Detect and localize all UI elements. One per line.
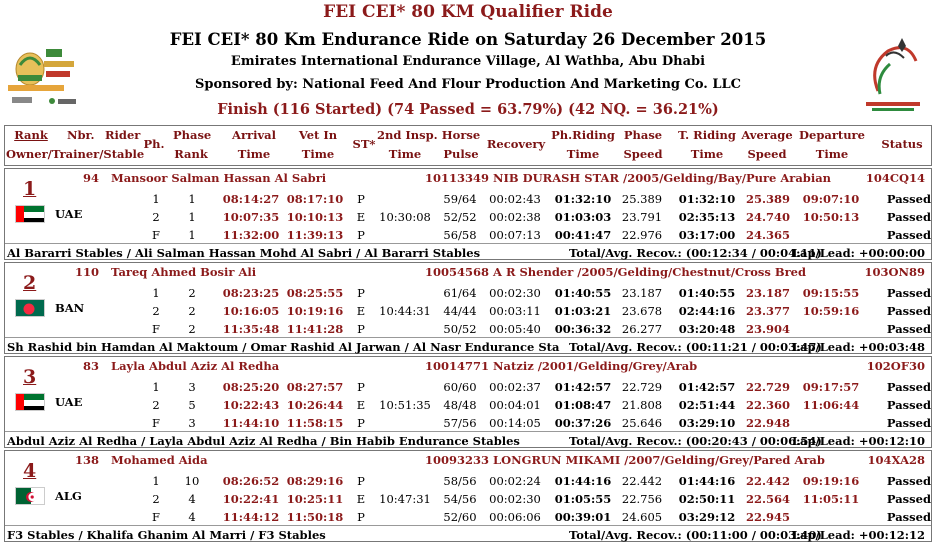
cell-arr: 08:25:20	[222, 380, 280, 394]
cell-vet: 10:25:11	[286, 492, 344, 506]
cell-avg: 25.389	[745, 192, 790, 206]
cell-pulse: 44/44	[443, 304, 477, 318]
bib-number: 83	[82, 359, 99, 373]
result-entry	[4, 168, 932, 260]
cell-arr: 10:22:41	[222, 492, 280, 506]
lap-lead: Lap/Lead: +00:00:00	[791, 246, 925, 260]
cell-avg: 24.740	[745, 210, 790, 224]
cell-insp: 10:30:08	[379, 210, 431, 224]
cell-ph: 2	[152, 210, 160, 224]
phase-row	[5, 207, 931, 225]
cell-ph: 1	[152, 192, 160, 206]
col-average: Average	[741, 128, 793, 142]
col-vetin-time: Time	[301, 147, 335, 161]
cell-pulse: 57/56	[443, 416, 477, 430]
cell-tr: 02:51:44	[678, 398, 736, 412]
cell-rank: 1	[188, 210, 196, 224]
cell-dep: 09:07:10	[802, 192, 860, 206]
cell-arr: 10:22:43	[222, 398, 280, 412]
cell-phr: 01:40:55	[554, 286, 612, 300]
cell-rec: 00:07:13	[489, 228, 541, 242]
cell-tr: 01:40:55	[678, 286, 736, 300]
cell-insp: 10:47:31	[379, 492, 431, 506]
cell-ph: F	[152, 322, 160, 336]
cell-rank: 2	[188, 322, 196, 336]
total-avg-recovery: Total/Avg. Recov.: (00:11:21 / 00:03:47)	[569, 340, 822, 354]
cell-status: Passed	[886, 322, 931, 336]
cell-vet: 10:10:13	[286, 210, 344, 224]
cell-rank: 2	[188, 286, 196, 300]
cell-st: P	[357, 474, 365, 488]
cell-dep: 09:17:57	[802, 380, 860, 394]
bib-number: 110	[74, 265, 99, 279]
cell-st: P	[357, 416, 365, 430]
cell-st: P	[357, 228, 365, 242]
cell-spd: 21.808	[621, 398, 663, 412]
horse-info: 10054568 A R Shender /2005/Gelding/Chestnut/Cross Bred	[425, 265, 807, 279]
column-header	[4, 125, 932, 166]
cell-st: P	[357, 322, 365, 336]
horse-code: 102OF30	[866, 359, 925, 373]
horse-code: 103ON89	[864, 265, 925, 279]
cell-vet: 11:58:15	[286, 416, 344, 430]
cell-phr: 01:32:10	[554, 192, 612, 206]
phase-row	[5, 283, 931, 301]
horse-info: 10093233 LONGRUN MIKAMI /2007/Gelding/Grey/Pared Arab	[425, 453, 825, 467]
phase-rows	[5, 377, 931, 431]
cell-avg: 22.945	[745, 510, 790, 524]
col-phase-rank: Rank	[174, 147, 208, 161]
cell-tr: 01:32:10	[678, 192, 736, 206]
cell-vet: 11:39:13	[286, 228, 344, 242]
sponsor-line: Sponsored by: National Feed And Flour Production And Marketing Co. LLC	[195, 77, 741, 92]
lap-lead: Lap/Lead: +00:12:12	[791, 528, 925, 542]
cell-tr: 02:50:11	[678, 492, 736, 506]
cell-avg: 22.442	[745, 474, 790, 488]
cell-phr: 00:41:47	[554, 228, 612, 242]
finish-summary: Finish (116 Started) (74 Passed = 63.79%) (42 NQ. = 36.21%)	[217, 101, 719, 118]
cell-st: P	[357, 286, 365, 300]
cell-st: P	[357, 192, 365, 206]
col-phriding: Ph.Riding	[551, 128, 615, 142]
rank-number: 1	[23, 178, 37, 200]
rank-number: 2	[23, 272, 37, 294]
col-recovery: Recovery	[486, 137, 546, 151]
horse-code: 104CQ14	[865, 171, 925, 185]
cell-rank: 10	[184, 474, 200, 488]
cell-arr: 10:07:35	[222, 210, 280, 224]
cell-dep: 11:06:44	[802, 398, 860, 412]
cell-vet: 08:29:16	[286, 474, 344, 488]
cell-dep: 09:15:55	[802, 286, 860, 300]
cell-phr: 01:08:47	[554, 398, 612, 412]
cell-status: Passed	[886, 286, 931, 300]
total-avg-recovery: Total/Avg. Recov.: (00:20:43 / 00:06:54)	[569, 434, 822, 448]
phase-row	[5, 489, 931, 507]
cell-rec: 00:02:43	[489, 192, 541, 206]
phase-row	[5, 377, 931, 395]
phase-row	[5, 225, 931, 243]
horse-code: 104XA28	[867, 453, 925, 467]
col-st: ST*	[352, 137, 376, 151]
col-horse: Horse	[441, 128, 481, 142]
cell-rec: 00:02:37	[489, 380, 541, 394]
cell-rec: 00:04:01	[489, 398, 541, 412]
col-arrival: Arrival	[232, 128, 276, 142]
owner-trainer-stable: Al Bararri Stables / Ali Salman Hassan Mohd Al Sabri / Al Bararri Stables	[7, 246, 481, 260]
cell-dep: 10:50:13	[802, 210, 860, 224]
cell-phr: 01:44:16	[554, 474, 612, 488]
rider-name: Mohamed Aida	[111, 453, 208, 467]
col-triding-time: Time	[690, 147, 724, 161]
col-ph: Ph.	[143, 137, 165, 151]
phase-row	[5, 189, 931, 207]
cell-avg: 22.564	[745, 492, 790, 506]
cell-pulse: 50/52	[443, 322, 477, 336]
cell-arr: 08:14:27	[222, 192, 280, 206]
cell-avg: 22.360	[745, 398, 790, 412]
page-title: FEI CEI* 80 KM Qualifier Ride	[323, 2, 613, 22]
cell-ph: 2	[152, 304, 160, 318]
cell-arr: 08:23:25	[222, 286, 280, 300]
cell-spd: 23.678	[621, 304, 663, 318]
col-pulse: Pulse	[443, 147, 479, 161]
cell-spd: 22.756	[621, 492, 663, 506]
cell-phr: 00:36:32	[554, 322, 612, 336]
rank-number: 4	[23, 460, 37, 482]
cell-spd: 22.729	[621, 380, 663, 394]
cell-dep: 11:05:11	[802, 492, 860, 506]
phase-rows	[5, 283, 931, 337]
result-entry	[4, 262, 932, 354]
venue-line: Emirates International Endurance Village, Al Wathba, Abu Dhabi	[230, 54, 706, 69]
cell-tr: 03:17:00	[678, 228, 736, 242]
cell-spd: 22.442	[621, 474, 663, 488]
bib-number: 94	[82, 171, 99, 185]
cell-spd: 25.646	[621, 416, 663, 430]
cell-vet: 08:27:57	[286, 380, 344, 394]
cell-rank: 5	[188, 398, 196, 412]
cell-pulse: 52/52	[443, 210, 477, 224]
lap-lead: Lap/Lead: +00:03:48	[791, 340, 925, 354]
cell-status: Passed	[886, 192, 931, 206]
cell-ph: 2	[152, 492, 160, 506]
total-avg-recovery: Total/Avg. Recov.: (00:11:00 / 00:03:40)	[569, 528, 822, 542]
col-rider: Rider	[105, 128, 141, 142]
cell-arr: 11:44:12	[222, 510, 280, 524]
cell-tr: 03:20:48	[678, 322, 736, 336]
cell-phr: 01:03:03	[554, 210, 612, 224]
cell-avg: 22.948	[745, 416, 790, 430]
rank-number: 3	[23, 366, 37, 388]
cell-vet: 10:19:16	[286, 304, 344, 318]
cell-pulse: 48/48	[443, 398, 477, 412]
col-triding: T. Riding	[678, 128, 736, 142]
country-code: ALG	[55, 489, 82, 503]
horse-info: 10014771 Natziz /2001/Gelding/Grey/Arab	[425, 359, 698, 373]
phase-row	[5, 471, 931, 489]
result-entry	[4, 356, 932, 448]
cell-spd: 22.976	[621, 228, 663, 242]
cell-st: E	[356, 398, 366, 412]
col-owner: Owner/Trainer/Stable	[6, 147, 145, 161]
col-departure-time: Time	[815, 147, 849, 161]
phase-rows	[5, 471, 931, 525]
cell-pulse: 58/56	[443, 474, 477, 488]
cell-tr: 02:44:16	[678, 304, 736, 318]
col-nbr: Nbr.	[67, 128, 95, 142]
phase-row	[5, 507, 931, 525]
cell-ph: F	[152, 510, 160, 524]
cell-tr: 03:29:10	[678, 416, 736, 430]
cell-insp: 10:51:35	[379, 398, 431, 412]
cell-rec: 00:02:30	[489, 286, 541, 300]
owner-trainer-stable: Sh Rashid bin Hamdan Al Maktoum / Omar Rashid Al Jarwan / Al Nasr Endurance Sta	[7, 340, 560, 354]
cell-avg: 24.365	[745, 228, 790, 242]
cell-ph: F	[152, 228, 160, 242]
cell-arr: 11:32:00	[222, 228, 280, 242]
cell-spd: 23.791	[621, 210, 663, 224]
cell-status: Passed	[886, 398, 931, 412]
cell-rec: 00:05:40	[489, 322, 541, 336]
cell-spd: 26.277	[621, 322, 663, 336]
cell-phr: 00:37:26	[554, 416, 612, 430]
col-arrival-time: Time	[237, 147, 271, 161]
cell-phr: 01:42:57	[554, 380, 612, 394]
cell-rank: 1	[188, 228, 196, 242]
country-code: BAN	[55, 301, 85, 315]
cell-avg: 23.377	[745, 304, 790, 318]
cell-pulse: 59/64	[443, 192, 477, 206]
phase-rows	[5, 189, 931, 243]
cell-tr: 02:35:13	[678, 210, 736, 224]
cell-vet: 08:17:10	[286, 192, 344, 206]
cell-tr: 03:29:12	[678, 510, 736, 524]
cell-st: E	[356, 492, 366, 506]
cell-tr: 01:44:16	[678, 474, 736, 488]
country-code: UAE	[55, 395, 83, 409]
cell-arr: 10:16:05	[222, 304, 280, 318]
col-phase-speed: Phase	[623, 128, 663, 142]
cell-pulse: 60/60	[443, 380, 477, 394]
cell-ph: 1	[152, 380, 160, 394]
cell-dep: 10:59:16	[802, 304, 860, 318]
cell-rec: 00:06:06	[489, 510, 541, 524]
col-status: Status	[881, 137, 923, 151]
event-subtitle: FEI CEI* 80 Km Endurance Ride on Saturday 26 December 2015	[169, 30, 767, 49]
cell-phr: 00:39:01	[554, 510, 612, 524]
cell-ph: F	[152, 416, 160, 430]
lap-lead: Lap/Lead: +00:12:10	[791, 434, 925, 448]
cell-rec: 00:14:05	[489, 416, 541, 430]
col-insp2-time: Time	[388, 147, 422, 161]
cell-status: Passed	[886, 380, 931, 394]
cell-avg: 22.729	[745, 380, 790, 394]
cell-rec: 00:03:11	[489, 304, 541, 318]
event-logo-right	[858, 36, 928, 116]
cell-rec: 00:02:38	[489, 210, 541, 224]
phase-row	[5, 301, 931, 319]
cell-arr: 11:35:48	[222, 322, 280, 336]
cell-st: P	[357, 380, 365, 394]
phase-row	[5, 395, 931, 413]
cell-vet: 11:41:28	[286, 322, 344, 336]
cell-rank: 3	[188, 416, 196, 430]
phase-row	[5, 413, 931, 431]
cell-st: E	[356, 210, 366, 224]
cell-spd: 23.187	[621, 286, 663, 300]
cell-rec: 00:02:24	[489, 474, 541, 488]
cell-ph: 1	[152, 474, 160, 488]
owner-trainer-stable: Abdul Aziz Al Redha / Layla Abdul Aziz Al Redha / Bin Habib Endurance Stables	[7, 434, 520, 448]
phase-row	[5, 319, 931, 337]
owner-trainer-stable: F3 Stables / Khalifa Ghanim Al Marri / F3 Stables	[7, 528, 326, 542]
cell-status: Passed	[886, 304, 931, 318]
rider-name: Layla Abdul Aziz Al Redha	[111, 359, 280, 373]
col-rank: Rank	[14, 128, 48, 142]
col-insp2: 2nd Insp.	[377, 128, 438, 142]
cell-status: Passed	[886, 210, 931, 224]
cell-rank: 4	[188, 492, 196, 506]
cell-ph: 1	[152, 286, 160, 300]
cell-arr: 11:44:10	[222, 416, 280, 430]
cell-dep: 09:19:16	[802, 474, 860, 488]
cell-insp: 10:44:31	[379, 304, 431, 318]
rider-name: Mansoor Salman Hassan Al Sabri	[111, 171, 327, 185]
cell-status: Passed	[886, 416, 931, 430]
total-avg-recovery: Total/Avg. Recov.: (00:12:34 / 00:04:11)	[569, 246, 822, 260]
cell-st: E	[356, 304, 366, 318]
cell-phr: 01:03:21	[554, 304, 612, 318]
cell-ph: 2	[152, 398, 160, 412]
horse-info: 10113349 NIB DURASH STAR /2005/Gelding/Bay/Pure Arabian	[425, 171, 832, 185]
cell-rank: 1	[188, 192, 196, 206]
cell-status: Passed	[886, 492, 931, 506]
cell-spd: 24.605	[621, 510, 663, 524]
col-phase: Phase	[173, 128, 212, 142]
cell-pulse: 52/60	[443, 510, 477, 524]
cell-vet: 10:26:44	[286, 398, 344, 412]
cell-status: Passed	[886, 228, 931, 242]
col-departure: Departure	[799, 128, 865, 142]
cell-arr: 08:26:52	[222, 474, 280, 488]
cell-pulse: 61/64	[443, 286, 477, 300]
col-average-speed: Speed	[747, 147, 787, 161]
cell-rec: 00:02:30	[489, 492, 541, 506]
cell-vet: 08:25:55	[286, 286, 344, 300]
col-phase-speed-unit: Speed	[623, 147, 663, 161]
result-entry	[4, 450, 932, 542]
col-phriding-time: Time	[566, 147, 600, 161]
cell-rank: 2	[188, 304, 196, 318]
cell-rank: 3	[188, 380, 196, 394]
cell-vet: 11:50:18	[286, 510, 344, 524]
cell-st: P	[357, 510, 365, 524]
country-code: UAE	[55, 207, 83, 221]
event-logo-left	[6, 45, 84, 115]
cell-phr: 01:05:55	[554, 492, 612, 506]
rider-name: Tareq Ahmed Bosir Ali	[111, 265, 257, 279]
cell-status: Passed	[886, 510, 931, 524]
cell-spd: 25.389	[621, 192, 663, 206]
bib-number: 138	[74, 453, 99, 467]
cell-pulse: 54/56	[443, 492, 477, 506]
cell-rank: 4	[188, 510, 196, 524]
cell-avg: 23.187	[745, 286, 790, 300]
cell-status: Passed	[886, 474, 931, 488]
cell-avg: 23.904	[745, 322, 790, 336]
cell-tr: 01:42:57	[678, 380, 736, 394]
cell-pulse: 56/58	[443, 228, 477, 242]
col-vetin: Vet In	[298, 128, 338, 142]
